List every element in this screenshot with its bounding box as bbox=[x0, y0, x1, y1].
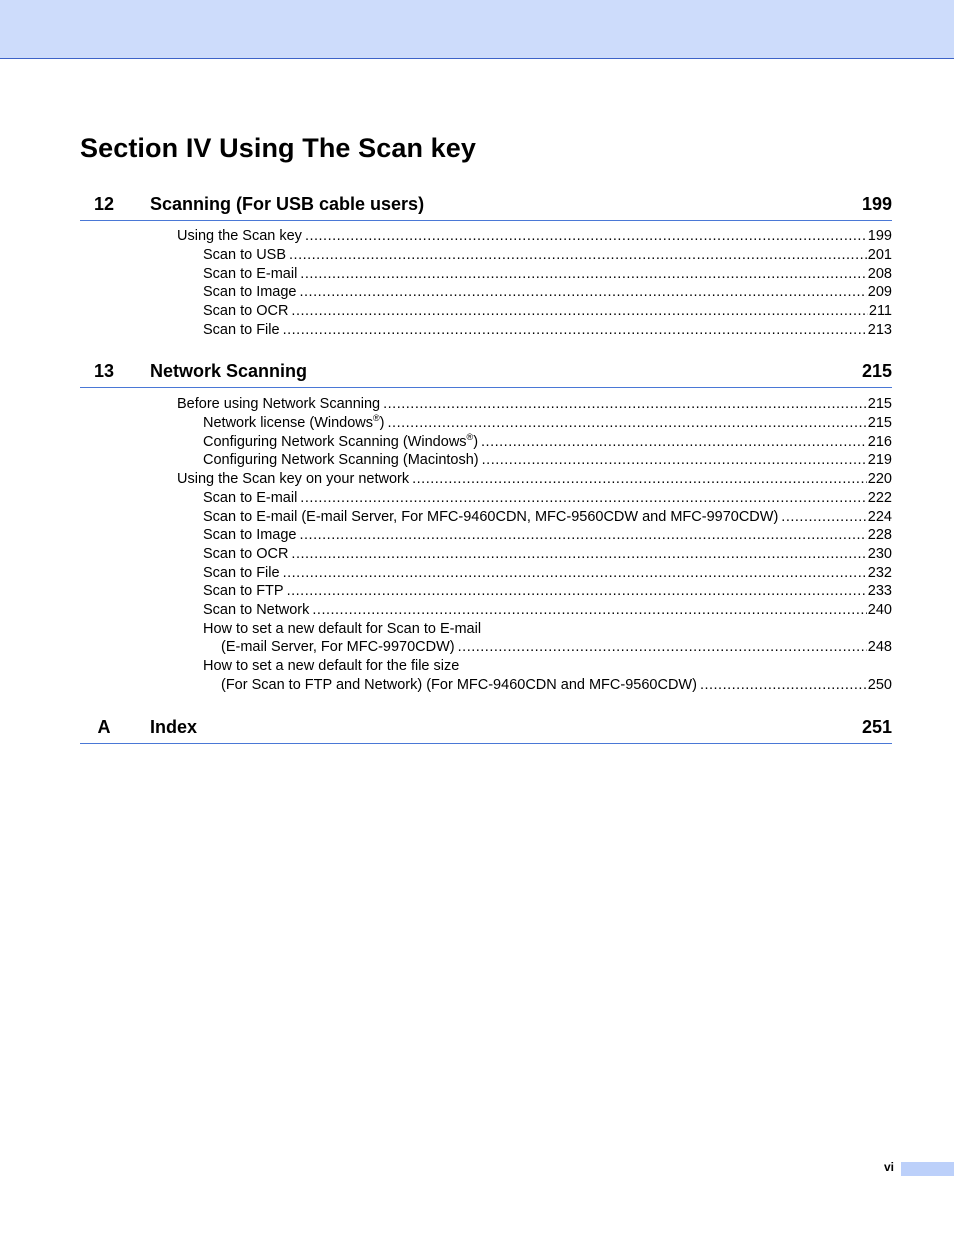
toc-leader bbox=[300, 283, 867, 302]
toc-entry-page: 211 bbox=[868, 303, 892, 319]
toc-entry[interactable] bbox=[203, 433, 892, 452]
toc-entry[interactable] bbox=[203, 265, 892, 284]
toc-entry-page: 220 bbox=[867, 471, 892, 487]
chapter-page: 215 bbox=[861, 361, 892, 381]
toc-leader bbox=[283, 564, 867, 583]
toc-entry[interactable] bbox=[203, 451, 892, 470]
chapter-number: 13 bbox=[93, 361, 115, 381]
toc-entry-label: Scan to FTP bbox=[203, 583, 284, 599]
toc-entry-label: (E-mail Server, For MFC-9970CDW) bbox=[221, 639, 455, 655]
toc-entry[interactable] bbox=[203, 564, 892, 583]
toc-entry-label: Using the Scan key bbox=[177, 228, 302, 244]
toc-leader bbox=[388, 414, 867, 433]
toc-leader bbox=[289, 246, 867, 265]
toc-leader bbox=[312, 601, 866, 620]
toc-entry[interactable] bbox=[221, 676, 892, 695]
toc-entry[interactable] bbox=[177, 470, 892, 489]
toc-entry-page: 232 bbox=[867, 565, 892, 581]
toc-leader bbox=[781, 508, 867, 527]
toc-leader bbox=[283, 321, 867, 340]
toc-entry-label: Scan to USB bbox=[203, 247, 287, 263]
toc-entry-label: Scan to OCR bbox=[203, 303, 289, 319]
toc-entry-page: 208 bbox=[867, 266, 892, 282]
toc-entry-page: 224 bbox=[867, 509, 892, 525]
chapter-page: 199 bbox=[861, 194, 892, 214]
chapter-number: A bbox=[97, 717, 111, 737]
section-title: Section IV Using The Scan key bbox=[80, 133, 477, 163]
toc-entry-page: 228 bbox=[867, 527, 892, 543]
toc-entry-page: 213 bbox=[867, 322, 892, 338]
toc-entry-label: Network license (Windows®) bbox=[203, 413, 385, 431]
toc-leader bbox=[300, 265, 867, 284]
toc-entry[interactable] bbox=[203, 246, 892, 265]
toc-entry[interactable] bbox=[203, 601, 892, 620]
toc-leader bbox=[291, 545, 866, 564]
toc-leader bbox=[482, 451, 867, 470]
chapter-page: 251 bbox=[861, 717, 892, 737]
toc-entry-label: Scan to E-mail (E-mail Server, For MFC-9460CDN, MFC-9560CDW and MFC-9970CDW) bbox=[203, 509, 779, 525]
chapter-title: Scanning (For USB cable users) bbox=[150, 194, 425, 214]
toc-entry-page: 222 bbox=[867, 490, 892, 506]
toc-entry-label: Scan to E-mail bbox=[203, 490, 298, 506]
chapter-heading-12[interactable] bbox=[80, 194, 892, 221]
toc-entry[interactable] bbox=[203, 489, 892, 508]
toc-entry-page: 209 bbox=[867, 284, 892, 300]
toc-entry-page: 233 bbox=[867, 583, 892, 599]
toc-leader bbox=[383, 395, 867, 414]
toc-entry-page: 250 bbox=[867, 677, 892, 693]
toc-entry[interactable] bbox=[203, 302, 892, 321]
toc-entry-label[interactable]: How to set a new default for the file size bbox=[203, 658, 460, 674]
toc-leader bbox=[291, 302, 867, 321]
toc-leader bbox=[458, 638, 867, 657]
toc-entry-page: 215 bbox=[867, 396, 892, 412]
toc-entry-label[interactable]: How to set a new default for Scan to E-mail bbox=[203, 621, 482, 637]
toc-leader bbox=[481, 433, 867, 452]
toc-leader bbox=[300, 489, 867, 508]
toc-entry[interactable] bbox=[177, 395, 892, 414]
chapter-heading-13[interactable] bbox=[80, 361, 892, 388]
toc-leader bbox=[700, 676, 867, 695]
toc-entry-page: 216 bbox=[867, 434, 892, 450]
toc-entry-label: Scan to Network bbox=[203, 602, 310, 618]
toc-entry-label: Scan to E-mail bbox=[203, 266, 298, 282]
toc-leader bbox=[305, 227, 867, 246]
page-number: vi bbox=[883, 1160, 894, 1174]
toc-entry-page: 199 bbox=[867, 228, 892, 244]
toc-entry-page: 230 bbox=[867, 546, 892, 562]
toc-entry-label: Scan to File bbox=[203, 565, 280, 581]
toc-entry[interactable] bbox=[203, 283, 892, 302]
toc-entry[interactable] bbox=[203, 582, 892, 601]
toc-entry-page: 215 bbox=[867, 415, 892, 431]
toc-entry[interactable] bbox=[203, 508, 892, 527]
toc-entry-label: Scan to File bbox=[203, 322, 280, 338]
toc-entry-page: 219 bbox=[867, 452, 892, 468]
toc-leader bbox=[412, 470, 867, 489]
toc-entry-page: 201 bbox=[867, 247, 892, 263]
toc-leader bbox=[300, 526, 867, 545]
toc-entry-label: Using the Scan key on your network bbox=[177, 471, 410, 487]
chapter-number: 12 bbox=[93, 194, 115, 214]
toc-entry[interactable] bbox=[203, 545, 892, 564]
toc-entry[interactable] bbox=[203, 321, 892, 340]
chapter-title: Network Scanning bbox=[150, 361, 308, 381]
toc-entry-label: Configuring Network Scanning (Macintosh) bbox=[203, 452, 479, 468]
toc-entry-label: Scan to Image bbox=[203, 527, 297, 543]
toc-entry[interactable] bbox=[177, 227, 892, 246]
toc-entry-page: 248 bbox=[867, 639, 892, 655]
header-band bbox=[0, 0, 954, 59]
chapter-title: Index bbox=[150, 717, 198, 737]
toc-entry-page: 240 bbox=[867, 602, 892, 618]
toc-entry[interactable] bbox=[203, 526, 892, 545]
toc-entry-label: Scan to OCR bbox=[203, 546, 289, 562]
toc-entry[interactable] bbox=[203, 414, 892, 433]
toc-leader bbox=[287, 582, 867, 601]
page-tab bbox=[901, 1162, 954, 1176]
toc-entry-label: (For Scan to FTP and Network) (For MFC-9460CDN and MFC-9560CDW) bbox=[221, 677, 697, 693]
toc-entry-label: Configuring Network Scanning (Windows®) bbox=[203, 432, 479, 450]
toc-entry-label: Scan to Image bbox=[203, 284, 297, 300]
chapter-heading-index[interactable] bbox=[80, 717, 892, 744]
toc-entry-label: Before using Network Scanning bbox=[177, 396, 381, 412]
toc-entry[interactable] bbox=[221, 638, 892, 657]
